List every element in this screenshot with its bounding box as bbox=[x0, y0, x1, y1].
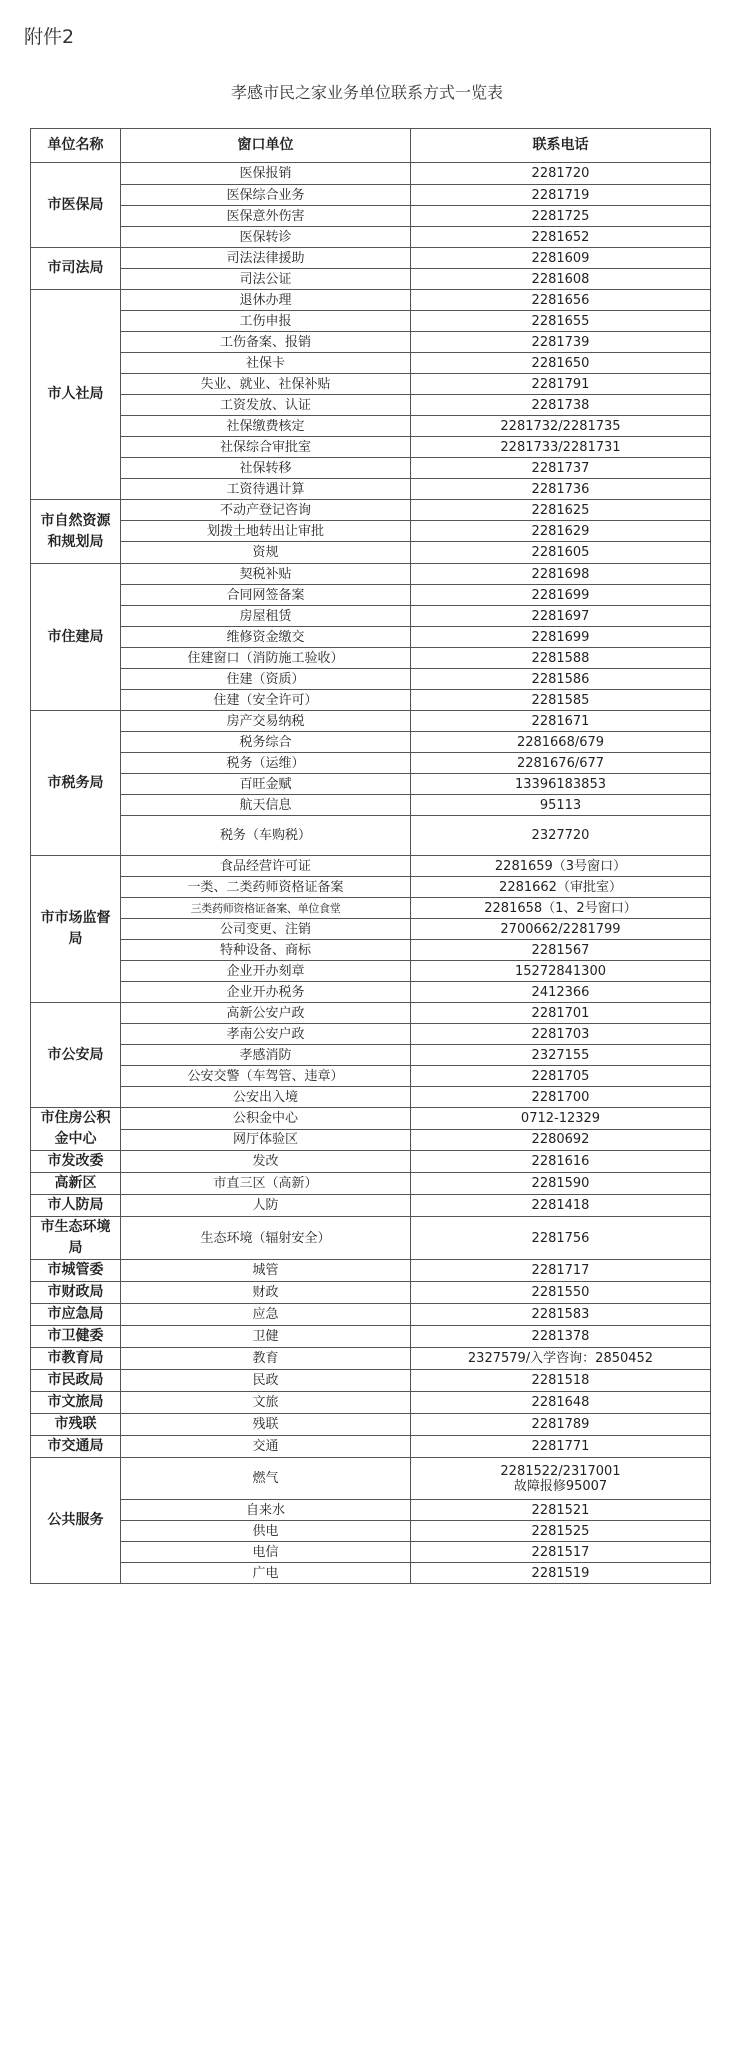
window-unit-cell: 房产交易纳税 bbox=[121, 711, 411, 732]
table-row bbox=[31, 521, 711, 542]
table-row bbox=[31, 1521, 711, 1542]
table-row bbox=[31, 669, 711, 690]
table-row bbox=[31, 1129, 711, 1151]
table-row bbox=[31, 1542, 711, 1563]
table-row bbox=[31, 774, 711, 795]
table-row bbox=[31, 711, 711, 732]
header-phone: 联系电话 bbox=[411, 129, 711, 163]
table-row bbox=[31, 606, 711, 627]
table-row bbox=[31, 437, 711, 458]
table-row bbox=[31, 1370, 711, 1392]
window-unit-cell: 电信 bbox=[121, 1542, 411, 1563]
unit-name-cell: 市生态环境局 bbox=[31, 1217, 121, 1260]
unit-name-cell: 市交通局 bbox=[31, 1436, 121, 1458]
table-row bbox=[31, 1087, 711, 1108]
window-unit-cell: 划拨土地转出让审批 bbox=[121, 521, 411, 542]
unit-name-cell: 市公安局 bbox=[31, 1003, 121, 1108]
contact-table bbox=[30, 128, 711, 1584]
window-unit-cell: 税务（运维） bbox=[121, 753, 411, 774]
table-row bbox=[31, 877, 711, 898]
window-unit-cell: 失业、就业、社保补贴 bbox=[121, 374, 411, 395]
window-unit-cell: 一类、二类药师资格证备案 bbox=[121, 877, 411, 898]
table-row bbox=[31, 627, 711, 648]
phone-cell: 2281655 bbox=[411, 311, 711, 332]
window-unit-cell: 合同网签备案 bbox=[121, 585, 411, 606]
window-unit-cell: 百旺金赋 bbox=[121, 774, 411, 795]
phone-cell: 2281662（审批室） bbox=[411, 877, 711, 898]
phone-cell: 2281518 bbox=[411, 1370, 711, 1392]
phone-cell: 2281418 bbox=[411, 1195, 711, 1217]
window-unit-cell: 医保转诊 bbox=[121, 227, 411, 248]
table-row bbox=[31, 856, 711, 877]
window-unit-cell: 医保综合业务 bbox=[121, 185, 411, 206]
table-row bbox=[31, 1414, 711, 1436]
window-unit-cell: 生态环境（辐射安全） bbox=[121, 1217, 411, 1260]
table-row bbox=[31, 353, 711, 374]
table-row bbox=[31, 1500, 711, 1521]
window-unit-cell: 维修资金缴交 bbox=[121, 627, 411, 648]
phone-cell: 2281525 bbox=[411, 1521, 711, 1542]
phone-cell: 2412366 bbox=[411, 982, 711, 1003]
window-unit-cell: 三类药师资格证备案、单位食堂 bbox=[121, 898, 411, 919]
phone-cell: 2281703 bbox=[411, 1024, 711, 1045]
phone-cell: 2281656 bbox=[411, 290, 711, 311]
table-row bbox=[31, 185, 711, 206]
phone-cell: 15272841300 bbox=[411, 961, 711, 982]
phone-cell: 2327155 bbox=[411, 1045, 711, 1066]
attachment-label: 附件2 bbox=[24, 26, 75, 48]
table-row bbox=[31, 648, 711, 669]
table-row bbox=[31, 290, 711, 311]
table-row bbox=[31, 585, 711, 606]
window-unit-cell: 企业开办税务 bbox=[121, 982, 411, 1003]
window-unit-cell: 广电 bbox=[121, 1563, 411, 1584]
table-row bbox=[31, 1348, 711, 1370]
table-row bbox=[31, 1563, 711, 1584]
window-unit-cell: 不动产登记咨询 bbox=[121, 500, 411, 521]
window-unit-cell: 航天信息 bbox=[121, 795, 411, 816]
table-row bbox=[31, 1003, 711, 1024]
window-unit-cell: 税务综合 bbox=[121, 732, 411, 753]
window-unit-cell: 城管 bbox=[121, 1260, 411, 1282]
window-unit-cell: 司法法律援助 bbox=[121, 248, 411, 269]
phone-cell: 2281732/2281735 bbox=[411, 416, 711, 437]
phone-cell: 2281756 bbox=[411, 1217, 711, 1260]
window-unit-cell: 燃气 bbox=[121, 1458, 411, 1500]
window-unit-cell: 社保缴费核定 bbox=[121, 416, 411, 437]
window-unit-cell: 孝南公安户政 bbox=[121, 1024, 411, 1045]
window-unit-cell: 特种设备、商标 bbox=[121, 940, 411, 961]
window-unit-cell: 卫健 bbox=[121, 1326, 411, 1348]
unit-name-cell: 市税务局 bbox=[31, 711, 121, 856]
phone-cell: 2281771 bbox=[411, 1436, 711, 1458]
table-row bbox=[31, 690, 711, 711]
phone-cell: 2281608 bbox=[411, 269, 711, 290]
phone-cell: 2281652 bbox=[411, 227, 711, 248]
table-row bbox=[31, 542, 711, 564]
window-unit-cell: 司法公证 bbox=[121, 269, 411, 290]
window-unit-cell: 高新公安户政 bbox=[121, 1003, 411, 1024]
phone-cell: 2281671 bbox=[411, 711, 711, 732]
phone-cell: 2281705 bbox=[411, 1066, 711, 1087]
table-row bbox=[31, 500, 711, 521]
page-title: 孝感市民之家业务单位联系方式一览表 bbox=[230, 83, 503, 102]
unit-name-cell: 市司法局 bbox=[31, 248, 121, 290]
unit-name-cell: 市应急局 bbox=[31, 1304, 121, 1326]
window-unit-cell: 自来水 bbox=[121, 1500, 411, 1521]
table-row bbox=[31, 479, 711, 500]
phone-cell: 2281585 bbox=[411, 690, 711, 711]
phone-cell: 2281697 bbox=[411, 606, 711, 627]
window-unit-cell: 公积金中心 bbox=[121, 1108, 411, 1130]
phone-cell: 95113 bbox=[411, 795, 711, 816]
phone-cell: 2281522/2317001 故障报修95007 bbox=[411, 1458, 711, 1500]
phone-cell: 2281791 bbox=[411, 374, 711, 395]
window-unit-cell: 资规 bbox=[121, 542, 411, 564]
phone-cell: 2281699 bbox=[411, 585, 711, 606]
phone-cell: 2281658（1、2号窗口） bbox=[411, 898, 711, 919]
table-row bbox=[31, 940, 711, 961]
table-row bbox=[31, 898, 711, 919]
window-unit-cell: 人防 bbox=[121, 1195, 411, 1217]
phone-cell: 2281650 bbox=[411, 353, 711, 374]
phone-cell: 2281605 bbox=[411, 542, 711, 564]
table-row bbox=[31, 395, 711, 416]
phone-cell: 2281733/2281731 bbox=[411, 437, 711, 458]
window-unit-cell: 契税补贴 bbox=[121, 564, 411, 585]
phone-cell: 2281698 bbox=[411, 564, 711, 585]
table-row bbox=[31, 1326, 711, 1348]
unit-name-cell: 市人社局 bbox=[31, 290, 121, 500]
window-unit-cell: 社保转移 bbox=[121, 458, 411, 479]
table-row bbox=[31, 248, 711, 269]
window-unit-cell: 公安交警（车驾管、违章） bbox=[121, 1066, 411, 1087]
table-row bbox=[31, 1304, 711, 1326]
unit-name-cell: 市文旅局 bbox=[31, 1392, 121, 1414]
table-row bbox=[31, 1282, 711, 1304]
phone-cell: 2281583 bbox=[411, 1304, 711, 1326]
phone-cell: 2281567 bbox=[411, 940, 711, 961]
phone-cell: 2281725 bbox=[411, 206, 711, 227]
header-unit: 单位名称 bbox=[31, 129, 121, 163]
window-unit-cell: 医保报销 bbox=[121, 163, 411, 185]
phone-cell: 2281616 bbox=[411, 1151, 711, 1173]
table-row bbox=[31, 311, 711, 332]
table-row bbox=[31, 1108, 711, 1130]
phone-cell: 2281676/677 bbox=[411, 753, 711, 774]
phone-cell: 2281738 bbox=[411, 395, 711, 416]
table-row bbox=[31, 816, 711, 856]
phone-cell: 2281586 bbox=[411, 669, 711, 690]
phone-cell: 2281609 bbox=[411, 248, 711, 269]
table-row bbox=[31, 795, 711, 816]
phone-cell: 2327720 bbox=[411, 816, 711, 856]
phone-cell: 2281717 bbox=[411, 1260, 711, 1282]
phone-cell: 2281700 bbox=[411, 1087, 711, 1108]
table-row bbox=[31, 1066, 711, 1087]
table-row bbox=[31, 1458, 711, 1500]
table-row bbox=[31, 982, 711, 1003]
table-row bbox=[31, 269, 711, 290]
table-row bbox=[31, 1151, 711, 1173]
window-unit-cell: 交通 bbox=[121, 1436, 411, 1458]
table-row bbox=[31, 961, 711, 982]
table-row bbox=[31, 919, 711, 940]
table-row bbox=[31, 1217, 711, 1260]
window-unit-cell: 工资待遇计算 bbox=[121, 479, 411, 500]
unit-name-cell: 市城管委 bbox=[31, 1260, 121, 1282]
window-unit-cell: 退休办理 bbox=[121, 290, 411, 311]
table-row bbox=[31, 1045, 711, 1066]
window-unit-cell: 公司变更、注销 bbox=[121, 919, 411, 940]
window-unit-cell: 房屋租赁 bbox=[121, 606, 411, 627]
unit-name-cell: 市残联 bbox=[31, 1414, 121, 1436]
table-row bbox=[31, 564, 711, 585]
phone-cell: 2281521 bbox=[411, 1500, 711, 1521]
phone-cell: 2281719 bbox=[411, 185, 711, 206]
window-unit-cell: 社保综合审批室 bbox=[121, 437, 411, 458]
phone-cell: 2281720 bbox=[411, 163, 711, 185]
phone-cell: 2281668/679 bbox=[411, 732, 711, 753]
window-unit-cell: 工伤申报 bbox=[121, 311, 411, 332]
phone-cell: 2281736 bbox=[411, 479, 711, 500]
table-header-row bbox=[31, 129, 711, 163]
phone-cell: 2281699 bbox=[411, 627, 711, 648]
window-unit-cell: 税务（车购税） bbox=[121, 816, 411, 856]
unit-name-cell: 市住房公积金中心 bbox=[31, 1108, 121, 1151]
phone-cell: 2281519 bbox=[411, 1563, 711, 1584]
table-row bbox=[31, 753, 711, 774]
table-row bbox=[31, 416, 711, 437]
window-unit-cell: 社保卡 bbox=[121, 353, 411, 374]
phone-cell: 13396183853 bbox=[411, 774, 711, 795]
window-unit-cell: 医保意外伤害 bbox=[121, 206, 411, 227]
window-unit-cell: 工资发放、认证 bbox=[121, 395, 411, 416]
window-unit-cell: 残联 bbox=[121, 1414, 411, 1436]
window-unit-cell: 应急 bbox=[121, 1304, 411, 1326]
window-unit-cell: 住建（安全许可） bbox=[121, 690, 411, 711]
table-row bbox=[31, 1195, 711, 1217]
window-unit-cell: 住建（资质） bbox=[121, 669, 411, 690]
table-row bbox=[31, 1436, 711, 1458]
window-unit-cell: 文旅 bbox=[121, 1392, 411, 1414]
phone-cell: 2281648 bbox=[411, 1392, 711, 1414]
table-row bbox=[31, 732, 711, 753]
phone-cell: 2281659（3号窗口） bbox=[411, 856, 711, 877]
window-unit-cell: 食品经营许可证 bbox=[121, 856, 411, 877]
table-row bbox=[31, 1024, 711, 1045]
table-row bbox=[31, 1392, 711, 1414]
table-row bbox=[31, 1173, 711, 1195]
unit-name-cell: 市卫健委 bbox=[31, 1326, 121, 1348]
unit-name-cell: 市民政局 bbox=[31, 1370, 121, 1392]
phone-cell: 2281378 bbox=[411, 1326, 711, 1348]
table-row bbox=[31, 332, 711, 353]
table-row bbox=[31, 206, 711, 227]
unit-name-cell: 市教育局 bbox=[31, 1348, 121, 1370]
table-row bbox=[31, 458, 711, 479]
table-row bbox=[31, 1260, 711, 1282]
window-unit-cell: 供电 bbox=[121, 1521, 411, 1542]
unit-name-cell: 市财政局 bbox=[31, 1282, 121, 1304]
header-window: 窗口单位 bbox=[121, 129, 411, 163]
phone-cell: 2280692 bbox=[411, 1129, 711, 1151]
window-unit-cell: 财政 bbox=[121, 1282, 411, 1304]
table-row bbox=[31, 227, 711, 248]
window-unit-cell: 企业开办刻章 bbox=[121, 961, 411, 982]
phone-cell: 2281588 bbox=[411, 648, 711, 669]
window-unit-cell: 网厅体验区 bbox=[121, 1129, 411, 1151]
phone-cell: 2281625 bbox=[411, 500, 711, 521]
unit-name-cell: 市市场监督局 bbox=[31, 856, 121, 1003]
unit-name-cell: 市住建局 bbox=[31, 564, 121, 711]
phone-cell: 2281550 bbox=[411, 1282, 711, 1304]
table-row bbox=[31, 374, 711, 395]
window-unit-cell: 工伤备案、报销 bbox=[121, 332, 411, 353]
phone-cell: 0712-12329 bbox=[411, 1108, 711, 1130]
phone-cell: 2281789 bbox=[411, 1414, 711, 1436]
table-body bbox=[31, 163, 711, 1584]
window-unit-cell: 发改 bbox=[121, 1151, 411, 1173]
unit-name-cell: 市人防局 bbox=[31, 1195, 121, 1217]
unit-name-cell: 公共服务 bbox=[31, 1458, 121, 1584]
window-unit-cell: 孝感消防 bbox=[121, 1045, 411, 1066]
window-unit-cell: 民政 bbox=[121, 1370, 411, 1392]
phone-cell: 2281629 bbox=[411, 521, 711, 542]
phone-cell: 2700662/2281799 bbox=[411, 919, 711, 940]
unit-name-cell: 高新区 bbox=[31, 1173, 121, 1195]
phone-cell: 2281737 bbox=[411, 458, 711, 479]
phone-cell: 2281739 bbox=[411, 332, 711, 353]
phone-cell: 2281701 bbox=[411, 1003, 711, 1024]
unit-name-cell: 市医保局 bbox=[31, 163, 121, 248]
window-unit-cell: 教育 bbox=[121, 1348, 411, 1370]
unit-name-cell: 市发改委 bbox=[31, 1151, 121, 1173]
window-unit-cell: 市直三区（高新） bbox=[121, 1173, 411, 1195]
window-unit-cell: 公安出入境 bbox=[121, 1087, 411, 1108]
window-unit-cell: 住建窗口（消防施工验收） bbox=[121, 648, 411, 669]
unit-name-cell: 市自然资源和规划局 bbox=[31, 500, 121, 564]
table-row bbox=[31, 163, 711, 185]
phone-cell: 2281590 bbox=[411, 1173, 711, 1195]
phone-cell: 2327579/入学咨询：2850452 bbox=[411, 1348, 711, 1370]
phone-cell: 2281517 bbox=[411, 1542, 711, 1563]
